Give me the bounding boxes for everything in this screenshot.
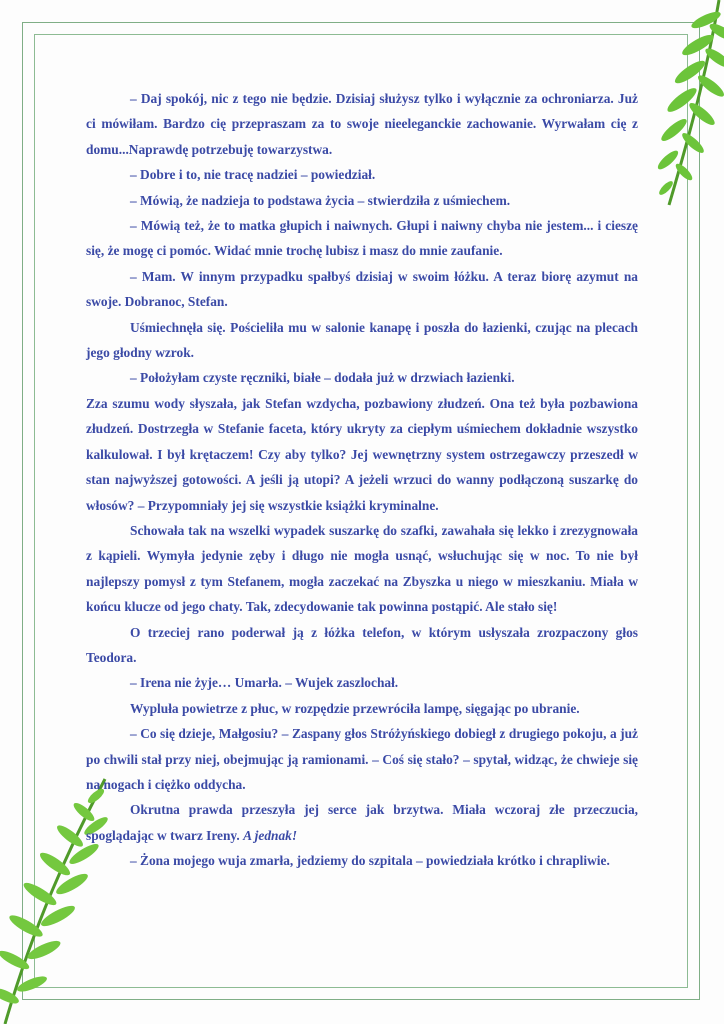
- paragraph: – Mówią też, że to matka głupich i naiwnych. Głupi i naiwny chyba nie jestem... i cieszę się, że mogę ci pomóc. Widać mnie trochę lubisz i masz do mnie zaufanie.: [86, 218, 638, 259]
- paragraph: – Co się dzieje, Małgosiu? – Zaspany głos Stróżyńskiego dobiegł z drugiego pokoju, a już po chwili stał przy niej, obejmując ją ramionami. – Coś się stało? – spytał, widząc, że chwieje się na nogach i ciężko oddycha.: [86, 726, 638, 792]
- paragraph: Okrutna prawda przeszyła jej serce jak brzytwa. Miała wczoraj złe przeczucia, spoglądając w twarz Ireny. A jednak!: [86, 802, 638, 843]
- paragraph: – Dobre i to, nie tracę nadziei – powiedział.: [130, 167, 376, 183]
- paragraph: – Mam. W innym przypadku spałbyś dzisiaj w swoim łóżku. A teraz biorę azymut na swoje. Dobranoc, Stefan.: [86, 268, 638, 310]
- paragraph: Wypluła powietrze z płuc, w rozpędzie przewróciła lampę, sięgając po ubranie.: [130, 700, 580, 716]
- paragraph: – Żona mojego wuja zmarła, jedziemy do szpitala – powiedziała krótko i chrapliwie.: [130, 853, 610, 869]
- paragraph: O trzeciej rano poderwał ją z łóżka telefon, w którym usłyszała zrozpaczony głos Teodora.: [86, 624, 638, 665]
- paragraph: Schowała tak na wszelki wypadek suszarkę do szafki, zawahała się lekko i zrezygnowała z kąpieli. Wymyła jedynie zęby i długo nie mogła usnąć, wsłuchując się w noc. To nie był najlepszy pomysł z tym Stefanem, mogła zaczekać na Zbyszka u niego w mieszkaniu. Miała w końcu klucze od jego chaty. Tak, zdecydowanie tak powinna postąpić. Ale stało się!: [86, 522, 638, 615]
- paragraph: – Położyłam czyste ręczniki, białe – dodała już w drzwiach łazienki.: [130, 370, 515, 386]
- paragraph: Uśmiechnęła się. Pościeliła mu w salonie kanapę i poszła do łazienki, czując na plecach jego głodny wzrok.: [86, 319, 638, 361]
- paragraph: – Daj spokój, nic z tego nie będzie. Dzisiaj służysz tylko i wyłącznie za ochroniarza. Już ci mówiłam. Bardzo cię przepraszam za to swoje nieeleganckie zachowanie. Wyrwałam cię z domu...Naprawdę potrzebuję towarzystwa.: [86, 91, 638, 157]
- italic-emphasis: A jednak!: [243, 827, 298, 843]
- story-text: [86, 86, 638, 874]
- paragraph: – Mówią, że nadzieja to podstawa życia – stwierdziła z uśmiechem.: [130, 192, 511, 208]
- paragraph: Zza szumu wody słyszała, jak Stefan wzdycha, pozbawiony złudzeń. Ona też była pozbawiona złudzeń. Dostrzegła w Stefanie faceta, który ukryty za ciepłym uśmiechem dokładnie wszystko kalkulował. I był krętaczem! Czy aby tylko? Jej wewnętrzny system ostrzegawczy przeszedł w stan najwyższej gotowości. A jeśli ją utopi? A jeżeli wrzuci do wanny podłączoną suszarkę do włosów? – Przypomniały jej się wszystkie książki kryminalne.: [86, 395, 638, 513]
- paragraph: – Irena nie żyje… Umarła. – Wujek zaszlochał.: [130, 675, 399, 691]
